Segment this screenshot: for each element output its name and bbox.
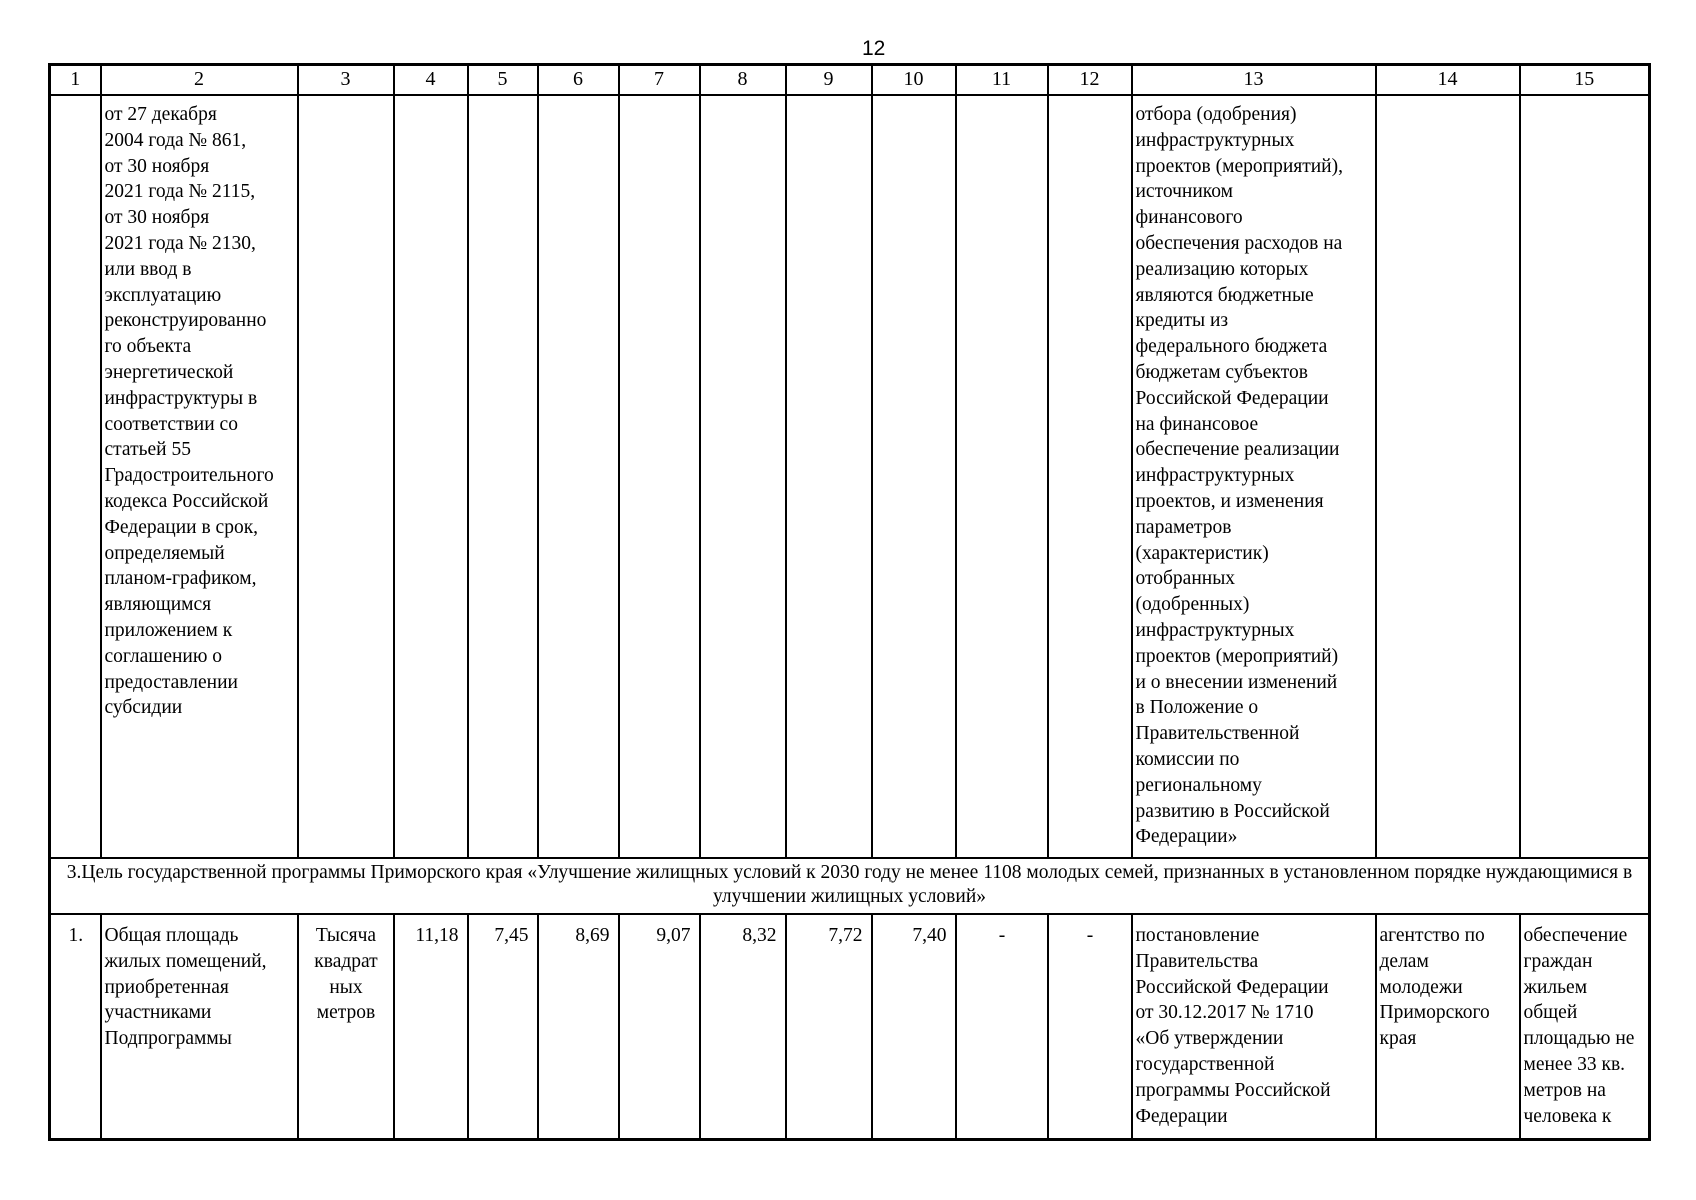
- table-cell: [1520, 95, 1650, 858]
- column-number: 11: [956, 65, 1048, 96]
- column-number: 13: [1132, 65, 1376, 96]
- table-cell: [619, 95, 700, 858]
- column-number: 12: [1048, 65, 1132, 96]
- column-number: 15: [1520, 65, 1650, 96]
- column-number: 1: [50, 65, 101, 96]
- goal-heading: 3.Цель государственной программы Приморского края «Улучшение жилищных условий к 2030 году не менее 1108 молодых семей, признанных в установленном порядке нуждающимися в улучшении жилищных условий»: [50, 858, 1650, 914]
- column-number: 8: [700, 65, 786, 96]
- column-number: 6: [538, 65, 619, 96]
- expected-result: обеспечение граждан жильем общей площадью не менее 33 кв. метров на человека к: [1520, 914, 1650, 1140]
- table-cell: [1376, 95, 1520, 858]
- table-row-continued: [50, 95, 1650, 858]
- table-cell: [700, 95, 786, 858]
- indicator-value: 11,18: [394, 914, 468, 1140]
- indicators-table: [48, 63, 1651, 1141]
- table-row: [50, 914, 1650, 1140]
- indicator-value: 8,32: [700, 914, 786, 1140]
- indicator-value: -: [956, 914, 1048, 1140]
- indicator-name: Общая площадь жилых помещений, приобретенная участниками Подпрограммы: [101, 914, 298, 1140]
- column-number: 2: [101, 65, 298, 96]
- table-cell: [50, 95, 101, 858]
- indicator-value: 9,07: [619, 914, 700, 1140]
- table-cell: [956, 95, 1048, 858]
- column-number-row: [50, 65, 1650, 96]
- table-cell: [786, 95, 872, 858]
- column-number: 4: [394, 65, 468, 96]
- legal-basis-cell: постановление Правительства Российской Федерации от 30.12.2017 № 1710 «Об утверждении государственной программы Российской Федерации: [1132, 914, 1376, 1140]
- page-number: 12: [862, 37, 886, 60]
- column-number: 5: [468, 65, 538, 96]
- responsible-authority: агентство по делам молодежи Приморского края: [1376, 914, 1520, 1140]
- table-cell: [1048, 95, 1132, 858]
- row-number: 1.: [50, 914, 101, 1140]
- table-cell: [298, 95, 394, 858]
- table-cell: [468, 95, 538, 858]
- column-number: 14: [1376, 65, 1520, 96]
- document-reference-cell: от 27 декабря 2004 года № 861, от 30 ноября 2021 года № 2115, от 30 ноября 2021 года № 2130, или ввод в эксплуатацию реконструированно го объекта энергетической инфраструктуры в соответствии со статьей 55 Градостроительного кодекса Российской Федерации в срок, определяемый планом-графиком, являющимся приложением к соглашению о предоставлении субсидии: [101, 95, 298, 858]
- legal-basis-cell: отбора (одобрения) инфраструктурных проектов (мероприятий), источником финансового обеспечения расходов на реализацию которых являются бюджетные кредиты из федерального бюджета бюджетам субъектов Российской Федерации на финансовое обеспечение реализации инфраструктурных проектов, и изменения параметров (характеристик) отобранных (одобренных) инфраструктурных проектов (мероприятий) и о внесении изменений в Положение о Правительственной комиссии по региональному развитию в Российской Федерации»: [1132, 95, 1376, 858]
- indicator-value: 7,72: [786, 914, 872, 1140]
- indicator-value: 8,69: [538, 914, 619, 1140]
- goal-section-row: [50, 858, 1650, 914]
- indicator-value: 7,40: [872, 914, 956, 1140]
- indicator-value: -: [1048, 914, 1132, 1140]
- indicator-value: 7,45: [468, 914, 538, 1140]
- column-number: 3: [298, 65, 394, 96]
- column-number: 9: [786, 65, 872, 96]
- column-number: 7: [619, 65, 700, 96]
- table-cell: [872, 95, 956, 858]
- column-number: 10: [872, 65, 956, 96]
- table-cell: [394, 95, 468, 858]
- table-cell: [538, 95, 619, 858]
- unit-of-measure: Тысяча квадрат ных метров: [298, 914, 394, 1140]
